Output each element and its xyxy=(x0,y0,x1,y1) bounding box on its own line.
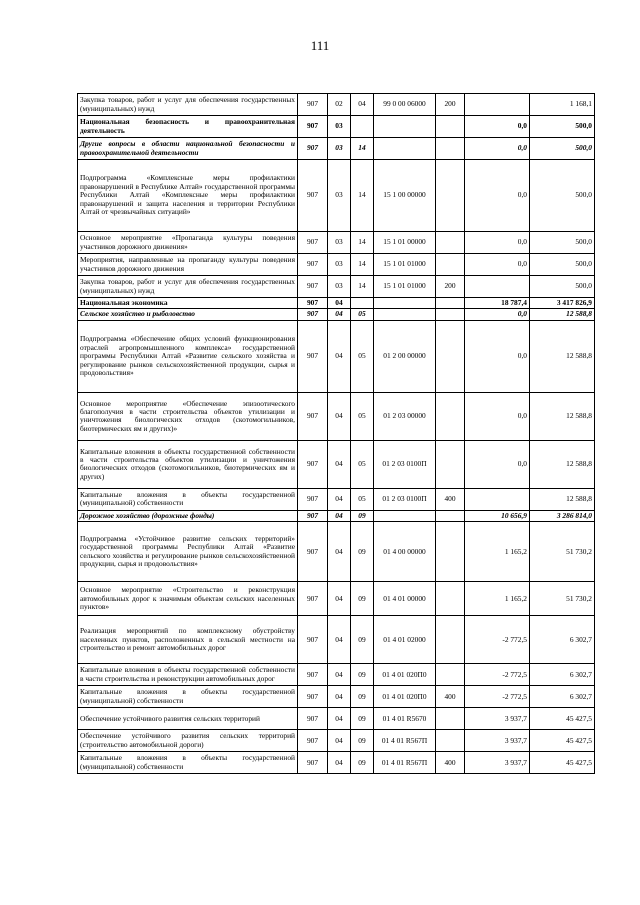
table-cell-name: Основное мероприятие «Строительство и реконструкция автомобильных дорог к значимым объектам сельских населенных пунктов» xyxy=(78,582,298,616)
table-cell-total: 3 417 826,9 xyxy=(530,298,595,309)
table-cell-change: 0,0 xyxy=(465,138,530,160)
table-cell-total: 500,0 xyxy=(530,276,595,298)
table-cell-change xyxy=(465,488,530,510)
table-cell-vr xyxy=(436,160,465,232)
table-cell-change: 3 937,7 xyxy=(465,752,530,774)
table-cell-pr: 09 xyxy=(351,582,374,616)
table-cell-vr xyxy=(436,730,465,752)
table-cell-change: 0,0 xyxy=(465,254,530,276)
table-cell-total: 1 168,1 xyxy=(530,94,595,116)
table-cell-rz: 03 xyxy=(328,138,351,160)
table-cell-csr: 01 4 01 R567П xyxy=(374,730,436,752)
table-cell-pr xyxy=(351,116,374,138)
table-cell-rz: 04 xyxy=(328,298,351,309)
table-cell-total: 12 588,8 xyxy=(530,392,595,440)
table-cell-rz: 04 xyxy=(328,582,351,616)
table-cell-vr xyxy=(436,510,465,521)
table-cell-rz: 04 xyxy=(328,309,351,320)
table-cell-name: Мероприятия, направленные на пропаганду культуры поведения участников дорожного движения xyxy=(78,254,298,276)
table-cell-name: Подпрограмма «Комплексные меры профилактики правонарушений в Республике Алтай» государственной программы Республики Алтай «Комплексные меры профилактики правонарушений и защита населения и территории Республики Алтай от чрезвычайных ситуаций» xyxy=(78,160,298,232)
table-cell-csr: 01 2 03 0100П xyxy=(374,440,436,488)
table-cell-total: 12 588,8 xyxy=(530,488,595,510)
table-cell-csr: 01 2 03 00000 xyxy=(374,392,436,440)
table-cell-total: 45 427,5 xyxy=(530,708,595,730)
table-cell-rz: 04 xyxy=(328,616,351,664)
table-cell-total: 500,0 xyxy=(530,254,595,276)
table-cell-vr xyxy=(436,664,465,686)
table-cell-rz: 02 xyxy=(328,94,351,116)
table-cell-csr: 01 4 01 020П0 xyxy=(374,664,436,686)
table-cell-name: Национальная экономика xyxy=(78,298,298,309)
table-cell-name: Капитальные вложения в объекты государственной (муниципальной) собственности xyxy=(78,488,298,510)
table-row xyxy=(78,686,595,708)
table-cell-total: 500,0 xyxy=(530,232,595,254)
table-cell-vr xyxy=(436,708,465,730)
table-cell-csr: 01 4 01 00000 xyxy=(374,582,436,616)
table-cell-vr xyxy=(436,320,465,392)
page-number: 111 xyxy=(310,38,330,53)
table-row xyxy=(78,298,595,309)
table-cell-pr: 04 xyxy=(351,94,374,116)
table-row xyxy=(78,616,595,664)
table-cell-pr: 09 xyxy=(351,522,374,582)
table-cell-change: -2 772,5 xyxy=(465,616,530,664)
table-cell-total: 500,0 xyxy=(530,116,595,138)
table-cell-name: Закупка товаров, работ и услуг для обеспечения государственных (муниципальных) нужд xyxy=(78,94,298,116)
table-cell-ved: 907 xyxy=(298,276,328,298)
table-cell-change xyxy=(465,94,530,116)
table-cell-ved: 907 xyxy=(298,488,328,510)
table-row xyxy=(78,254,595,276)
table-cell-rz: 04 xyxy=(328,320,351,392)
table-cell-change: 1 165,2 xyxy=(465,522,530,582)
table-cell-rz: 03 xyxy=(328,160,351,232)
table-cell-total: 12 588,8 xyxy=(530,320,595,392)
table-cell-csr xyxy=(374,510,436,521)
table-cell-ved: 907 xyxy=(298,94,328,116)
table-cell-ved: 907 xyxy=(298,752,328,774)
table-cell-ved: 907 xyxy=(298,138,328,160)
table-cell-name: Капитальные вложения в объекты государственной (муниципальной) собственности xyxy=(78,686,298,708)
table-cell-ved: 907 xyxy=(298,708,328,730)
table-cell-rz: 04 xyxy=(328,488,351,510)
table-cell-ved: 907 xyxy=(298,664,328,686)
table-cell-csr: 99 0 00 06000 xyxy=(374,94,436,116)
table-cell-change: 0,0 xyxy=(465,232,530,254)
table-cell-pr: 09 xyxy=(351,686,374,708)
table-cell-total: 6 302,7 xyxy=(530,616,595,664)
table-cell-pr: 09 xyxy=(351,664,374,686)
table-cell-total: 51 730,2 xyxy=(530,582,595,616)
table-cell-pr: 14 xyxy=(351,160,374,232)
table-row xyxy=(78,664,595,686)
table-cell-change: -2 772,5 xyxy=(465,686,530,708)
table-cell-vr xyxy=(436,616,465,664)
table-cell-change: 18 787,4 xyxy=(465,298,530,309)
table-cell-vr xyxy=(436,309,465,320)
table-row xyxy=(78,488,595,510)
table-row xyxy=(78,510,595,521)
table-cell-total: 3 286 814,0 xyxy=(530,510,595,521)
table-cell-pr: 09 xyxy=(351,616,374,664)
table-cell-total: 6 302,7 xyxy=(530,664,595,686)
table-cell-vr xyxy=(436,522,465,582)
table-cell-pr: 05 xyxy=(351,392,374,440)
table-cell-change: -2 772,5 xyxy=(465,664,530,686)
table-cell-vr xyxy=(436,232,465,254)
table-cell-pr: 14 xyxy=(351,138,374,160)
table-cell-vr xyxy=(436,440,465,488)
table-row xyxy=(78,582,595,616)
table-cell-name: Реализация мероприятий по комплексному обустройству населенных пунктов, расположенных в сельской местности на строительство и ремонт автомобильных дорог xyxy=(78,616,298,664)
table-cell-name: Подпрограмма «Обеспечение общих условий функционирования отраслей агропромышленного комплекса» государственной программы Республики Алтай «Развитие сельского хозяйства и регулирование рынков сельскохозяйственной продукции, сырья и продовольствия» xyxy=(78,320,298,392)
table-row xyxy=(78,320,595,392)
table-row xyxy=(78,138,595,160)
table-cell-vr: 200 xyxy=(436,94,465,116)
table-cell-total: 12 588,8 xyxy=(530,309,595,320)
table-cell-csr: 15 1 01 01000 xyxy=(374,276,436,298)
table-cell-total: 6 302,7 xyxy=(530,686,595,708)
table-cell-rz: 03 xyxy=(328,116,351,138)
table-cell-ved: 907 xyxy=(298,510,328,521)
table-cell-csr xyxy=(374,116,436,138)
table-cell-csr: 01 4 01 R5670 xyxy=(374,708,436,730)
table-cell-total: 500,0 xyxy=(530,138,595,160)
table-cell-rz: 04 xyxy=(328,664,351,686)
table-cell-csr: 01 2 00 00000 xyxy=(374,320,436,392)
table-cell-ved: 907 xyxy=(298,116,328,138)
table-cell-vr xyxy=(436,298,465,309)
table-row xyxy=(78,440,595,488)
table-cell-vr: 200 xyxy=(436,276,465,298)
table-cell-pr: 09 xyxy=(351,752,374,774)
table-cell-csr: 15 1 01 00000 xyxy=(374,232,436,254)
table-cell-rz: 04 xyxy=(328,392,351,440)
table-cell-change: 0,0 xyxy=(465,320,530,392)
table-cell-ved: 907 xyxy=(298,309,328,320)
table-row xyxy=(78,522,595,582)
table-cell-rz: 04 xyxy=(328,686,351,708)
table-cell-vr xyxy=(436,392,465,440)
table-cell-csr xyxy=(374,309,436,320)
table-cell-rz: 04 xyxy=(328,730,351,752)
table-cell-total: 12 588,8 xyxy=(530,440,595,488)
table-cell-change: 1 165,2 xyxy=(465,582,530,616)
table-cell-ved: 907 xyxy=(298,730,328,752)
table-cell-pr: 09 xyxy=(351,708,374,730)
table-cell-name: Обеспечение устойчивого развития сельских территорий (строительство автомобильной дороги) xyxy=(78,730,298,752)
table-row xyxy=(78,309,595,320)
table-cell-ved: 907 xyxy=(298,320,328,392)
table-cell-ved: 907 xyxy=(298,254,328,276)
table-cell-rz: 04 xyxy=(328,522,351,582)
table-cell-change: 0,0 xyxy=(465,116,530,138)
table-cell-change: 0,0 xyxy=(465,309,530,320)
table-row xyxy=(78,116,595,138)
table-cell-name: Подпрограмма «Устойчивое развитие сельских территорий» государственной программы Республики Алтай «Развитие сельского хозяйства и регулирование рынков сельскохозяйственной продукции, сырья и продовольствия» xyxy=(78,522,298,582)
table-cell-name: Капитальные вложения в объекты государственной собственности в части строительства и реконструкции автомобильных дорог xyxy=(78,664,298,686)
table-cell-total: 45 427,5 xyxy=(530,752,595,774)
table-cell-ved: 907 xyxy=(298,298,328,309)
table-cell-change: 0,0 xyxy=(465,440,530,488)
table-cell-rz: 03 xyxy=(328,232,351,254)
table-cell-total: 500,0 xyxy=(530,160,595,232)
table-cell-pr: 05 xyxy=(351,488,374,510)
table-cell-change: 3 937,7 xyxy=(465,708,530,730)
table-cell-ved: 907 xyxy=(298,616,328,664)
table-cell-csr: 01 2 03 0100П xyxy=(374,488,436,510)
table-cell-rz: 04 xyxy=(328,708,351,730)
table-cell-change: 0,0 xyxy=(465,392,530,440)
table-cell-ved: 907 xyxy=(298,522,328,582)
table-cell-name: Основное мероприятие «Пропаганда культуры поведения участников дорожного движения» xyxy=(78,232,298,254)
table-cell-pr: 14 xyxy=(351,254,374,276)
table-cell-rz: 04 xyxy=(328,752,351,774)
table-cell-csr: 01 4 01 R567П xyxy=(374,752,436,774)
table-cell-rz: 03 xyxy=(328,276,351,298)
table-cell-csr: 01 4 01 020П0 xyxy=(374,686,436,708)
table-cell-rz: 03 xyxy=(328,254,351,276)
table-cell-change: 10 656,9 xyxy=(465,510,530,521)
table-cell-pr: 05 xyxy=(351,320,374,392)
table-cell-name: Другие вопросы в области национальной безопасности и правоохранительной деятельности xyxy=(78,138,298,160)
table-cell-vr xyxy=(436,116,465,138)
table-row xyxy=(78,392,595,440)
table-cell-name: Закупка товаров, работ и услуг для обеспечения государственных (муниципальных) нужд xyxy=(78,276,298,298)
table-cell-pr: 14 xyxy=(351,232,374,254)
table-cell-name: Национальная безопасность и правоохранительная деятельность xyxy=(78,116,298,138)
table-cell-vr: 400 xyxy=(436,752,465,774)
table-row xyxy=(78,752,595,774)
table-cell-name: Сельское хозяйство и рыболовство xyxy=(78,309,298,320)
table-cell-ved: 907 xyxy=(298,160,328,232)
table-row xyxy=(78,94,595,116)
table-cell-csr: 01 4 01 02000 xyxy=(374,616,436,664)
table-cell-name: Основное мероприятие «Обеспечение эпизоотического благополучия в части строительства объектов утилизации и уничтожения биологических отходов (скотомогильников, биотермических ям и других)» xyxy=(78,392,298,440)
budget-table xyxy=(77,93,595,774)
table-row xyxy=(78,730,595,752)
table-cell-rz: 04 xyxy=(328,510,351,521)
table-cell-ved: 907 xyxy=(298,440,328,488)
table-cell-pr: 05 xyxy=(351,440,374,488)
table-cell-total: 51 730,2 xyxy=(530,522,595,582)
table-cell-name: Капитальные вложения в объекты государственной (муниципальной) собственности xyxy=(78,752,298,774)
table-cell-pr: 09 xyxy=(351,730,374,752)
table-cell-vr xyxy=(436,582,465,616)
table-cell-change xyxy=(465,276,530,298)
table-cell-vr xyxy=(436,254,465,276)
table-cell-vr: 400 xyxy=(436,488,465,510)
table-cell-pr xyxy=(351,298,374,309)
table-cell-total: 45 427,5 xyxy=(530,730,595,752)
table-cell-vr xyxy=(436,138,465,160)
table-cell-name: Обеспечение устойчивого развития сельских территорий xyxy=(78,708,298,730)
table-cell-name: Капитальные вложения в объекты государственной собственности в части строительства объектов утилизации и уничтожения биологических отходов (скотомогильников, биотермических ям и других) xyxy=(78,440,298,488)
table-cell-rz: 04 xyxy=(328,440,351,488)
table-cell-pr: 05 xyxy=(351,309,374,320)
table-cell-name: Дорожное хозяйство (дорожные фонды) xyxy=(78,510,298,521)
table-cell-change: 0,0 xyxy=(465,160,530,232)
table-cell-ved: 907 xyxy=(298,582,328,616)
table-cell-vr: 400 xyxy=(436,686,465,708)
table-row xyxy=(78,160,595,232)
table-cell-ved: 907 xyxy=(298,392,328,440)
table-cell-ved: 907 xyxy=(298,232,328,254)
table-cell-change: 3 937,7 xyxy=(465,730,530,752)
table-cell-csr: 01 4 00 00000 xyxy=(374,522,436,582)
table-cell-pr: 09 xyxy=(351,510,374,521)
table-cell-ved: 907 xyxy=(298,686,328,708)
table-cell-csr xyxy=(374,138,436,160)
table-cell-csr: 15 1 01 01000 xyxy=(374,254,436,276)
table-cell-pr: 14 xyxy=(351,276,374,298)
table-row xyxy=(78,232,595,254)
table-cell-csr: 15 1 00 00000 xyxy=(374,160,436,232)
table-cell-csr xyxy=(374,298,436,309)
table-row xyxy=(78,276,595,298)
table-row xyxy=(78,708,595,730)
